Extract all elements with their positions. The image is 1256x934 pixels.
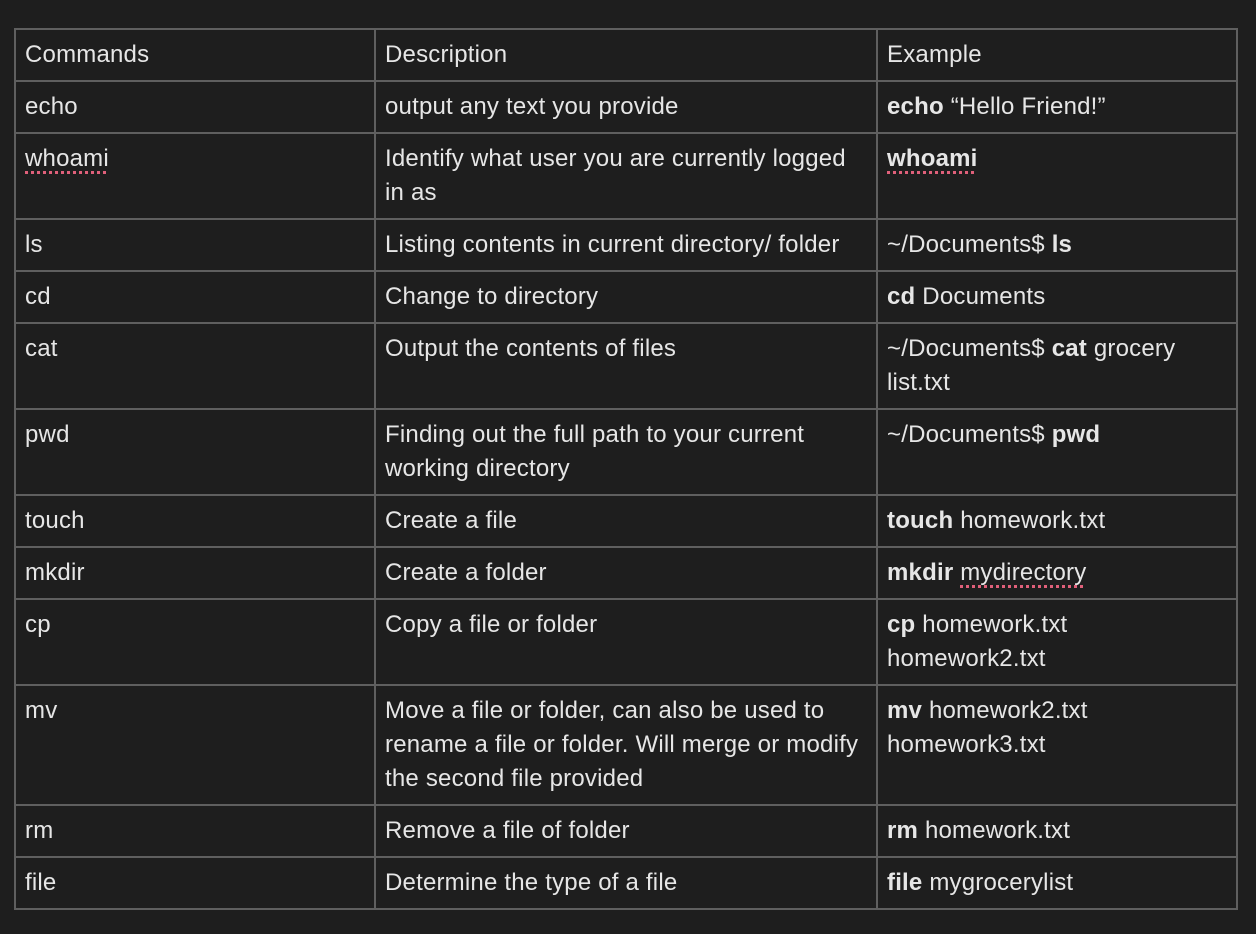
description-cell: Finding out the full path to your current working directory: [375, 409, 877, 495]
description-cell: Create a folder: [375, 547, 877, 599]
table-row: [15, 81, 1237, 133]
description-cell: Determine the type of a file: [375, 857, 877, 909]
command-cell: [15, 857, 375, 909]
example-cell: [877, 685, 1237, 805]
table-row: [15, 685, 1237, 805]
example-cell: [877, 219, 1237, 271]
example-argument: mygrocerylist: [922, 869, 1074, 896]
command-name: touch: [25, 507, 85, 534]
table-row: [15, 219, 1237, 271]
command-name: mkdir: [25, 559, 85, 586]
command-name: whoami: [25, 145, 109, 172]
example-cell: [877, 409, 1237, 495]
example-command: cd: [887, 283, 916, 310]
command-name: cp: [25, 611, 51, 638]
example-command: echo: [887, 93, 944, 120]
command-name: file: [25, 869, 57, 896]
command-name: ls: [25, 231, 43, 258]
table-row: [15, 133, 1237, 219]
description-cell: Listing contents in current directory/ folder: [375, 219, 877, 271]
table-row: [15, 271, 1237, 323]
example-command: pwd: [1051, 421, 1101, 448]
description-cell: Change to directory: [375, 271, 877, 323]
command-name: pwd: [25, 421, 70, 448]
example-command: ls: [1051, 231, 1073, 258]
example-cell: [877, 805, 1237, 857]
description-cell: Create a file: [375, 495, 877, 547]
command-cell: [15, 219, 375, 271]
example-cell: [877, 271, 1237, 323]
example-command: cp: [887, 611, 916, 638]
description-cell: Move a file or folder, can also be used to rename a file or folder. Will merge or modify the second file provided: [375, 685, 877, 805]
example-cell: [877, 857, 1237, 909]
command-name: echo: [25, 93, 78, 120]
command-cell: [15, 323, 375, 409]
example-command: file: [887, 869, 923, 896]
header-description: Description: [375, 29, 877, 81]
example-cell: [877, 133, 1237, 219]
header-commands: Commands: [15, 29, 375, 81]
commands-table: [14, 28, 1238, 910]
example-command: rm: [887, 817, 919, 844]
example-argument: homework.txt: [953, 507, 1106, 534]
example-prefix: ~/Documents$: [887, 231, 1052, 258]
command-name: cat: [25, 335, 58, 362]
example-cell: [877, 81, 1237, 133]
description-cell: Remove a file of folder: [375, 805, 877, 857]
example-cell: [877, 547, 1237, 599]
command-cell: [15, 685, 375, 805]
header-row: [15, 29, 1237, 81]
command-cell: [15, 409, 375, 495]
table-row: [15, 547, 1237, 599]
example-argument: grocery list.txt: [887, 335, 1176, 396]
command-name: rm: [25, 817, 54, 844]
example-prefix: ~/Documents$: [887, 421, 1052, 448]
example-cell: [877, 323, 1237, 409]
example-command: mv: [887, 697, 923, 724]
table-row: [15, 857, 1237, 909]
table-row: [15, 323, 1237, 409]
example-cell: [877, 495, 1237, 547]
example-command: cat: [1051, 335, 1087, 362]
command-cell: [15, 547, 375, 599]
command-cell: [15, 133, 375, 219]
example-argument: homework.txt homework2.txt: [887, 611, 1068, 672]
example-argument: “Hello Friend!”: [943, 93, 1106, 120]
example-argument: homework2.txt homework3.txt: [887, 697, 1088, 758]
example-argument: [953, 559, 1086, 586]
table-row: [15, 805, 1237, 857]
header-example: Example: [877, 29, 1237, 81]
example-command: whoami: [887, 145, 978, 172]
command-cell: [15, 495, 375, 547]
command-name: cd: [25, 283, 51, 310]
example-command: mkdir: [887, 559, 954, 586]
command-cell: [15, 81, 375, 133]
description-cell: Output the contents of files: [375, 323, 877, 409]
table-row: [15, 495, 1237, 547]
example-command: touch: [887, 507, 954, 534]
description-cell: Copy a file or folder: [375, 599, 877, 685]
misspelled-word: mydirectory: [960, 559, 1087, 586]
table-row: [15, 599, 1237, 685]
description-cell: Identify what user you are currently logged in as: [375, 133, 877, 219]
table-row: [15, 409, 1237, 495]
command-name: mv: [25, 697, 58, 724]
example-argument: Documents: [915, 283, 1046, 310]
commands-table-container: [14, 28, 1236, 910]
command-cell: [15, 271, 375, 323]
example-prefix: ~/Documents$: [887, 335, 1052, 362]
description-cell: output any text you provide: [375, 81, 877, 133]
command-cell: [15, 805, 375, 857]
command-cell: [15, 599, 375, 685]
example-argument: homework.txt: [918, 817, 1071, 844]
example-cell: [877, 599, 1237, 685]
